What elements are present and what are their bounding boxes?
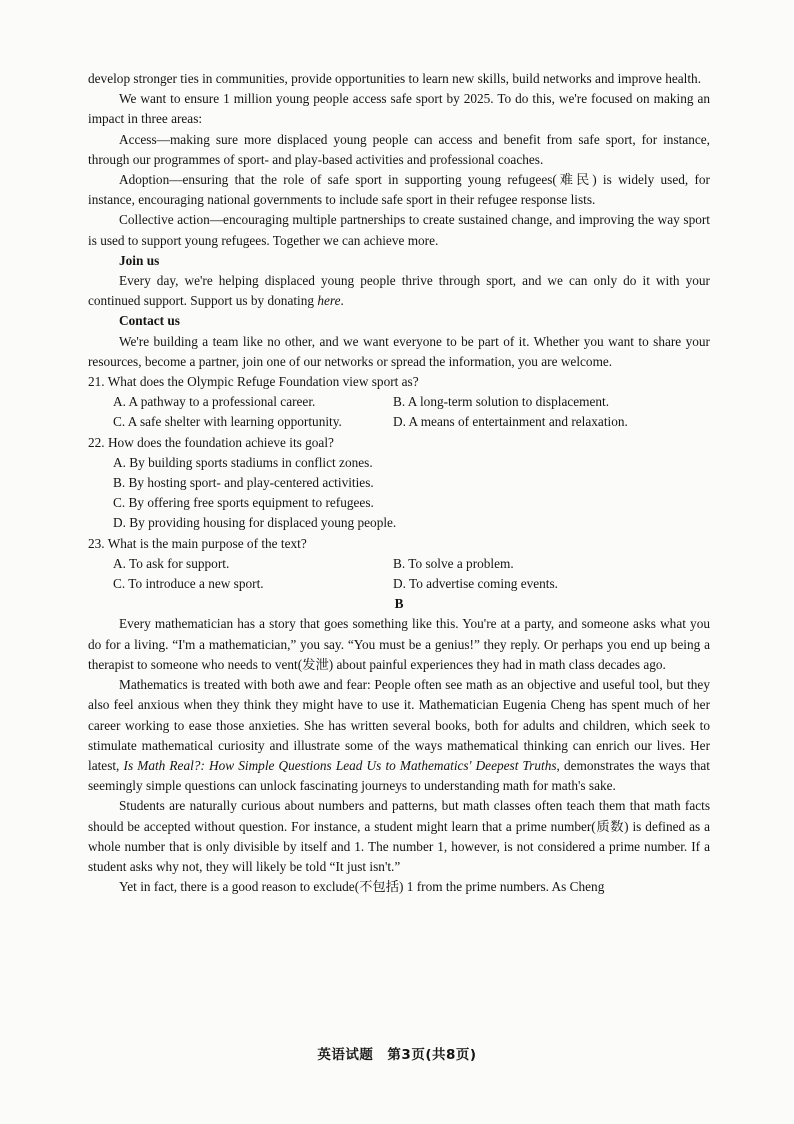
passage-b-paragraph-2-end: , demonstrates the ways that seemingly simple questions can unlock fascinating journeys to understanding math for math's sake. [88,757,711,794]
page-footer: 英语试题 第3页(共8页) [317,1047,477,1063]
section-b-heading: B [394,596,404,612]
donate-here-link[interactable]: here [317,293,341,309]
passage-b-paragraph-2 [88,675,710,796]
question-21-options [88,392,710,432]
question-23-option-a: A. To ask for support. [113,555,230,571]
passage-b-paragraph-4: Yet in fact, there is a good reason to exclude(不包括) 1 from the prime numbers. As Cheng [119,879,605,895]
question-23-options [88,554,710,594]
question-21-option-d: D. A means of entertainment and relaxation. [393,414,628,430]
question-22-option-d: D. By providing housing for displaced young people. [113,515,397,531]
contact-us-heading: Contact us [119,313,180,329]
join-us-end: . [340,293,344,309]
question-23-option-c: C. To introduce a new sport. [113,576,264,592]
question-21-option-a: A. A pathway to a professional career. [113,394,316,410]
question-21-stem: 21. What does the Olympic Refuge Foundation view sport as? [88,374,419,390]
join-us-heading: Join us [119,252,160,268]
question-21-option-b: B. A long-term solution to displacement. [393,394,610,410]
question-22-options [88,453,710,534]
question-21-option-c: C. A safe shelter with learning opportunity. [113,414,342,430]
question-22-option-b: B. By hosting sport- and play-centered activities. [113,475,374,491]
question-23-stem: 23. What is the main purpose of the text? [88,535,307,551]
passage-b-paragraph-1: Every mathematician has a story that goes something like this. You're at a party, and someone asks what you do for a living. “I'm a mathematician,” you say. “You must be a genius!” they reply. Or perhaps you end up being a therapist to someone who needs to vent(发泄) about painful experiences they had in math class decades ago. [88,616,710,672]
contact-us-paragraph: We're building a team like no other, and we want everyone to be part of it. Whether you want to share your resources, become a partner, join one of our networks or spread the information, you are welcome. [88,333,710,369]
question-22-option-c: C. By offering free sports equipment to refugees. [113,495,374,511]
question-23-option-d: D. To advertise coming events. [393,576,558,592]
passage-a-collective-action-paragraph: Collective action—encouraging multiple partnerships to create sustained change, and improving the way sport is used to support young refugees. Together we can achieve more. [88,212,710,248]
join-us-paragraph [88,271,710,311]
passage-b-paragraph-3: Students are naturally curious about numbers and patterns, but math classes often teach them that math facts should be accepted without question. For instance, a student might learn that a prime number(质数) is defined as a whole number that is only divisible by itself and 1. The number 1, however, is not considered a prime number. If a student asks why not, they will likely be told “It just isn't.” [88,798,710,874]
passage-a-paragraph-2: We want to ensure 1 million young people access safe sport by 2025. To do this, we're focused on making an impact in three areas: [88,91,710,127]
passage-a-paragraph-1: develop stronger ties in communities, provide opportunities to learn new skills, build networks and improve health. [88,71,702,86]
passage-a-access-paragraph: Access—making sure more displaced young people can access and benefit from safe sport, for instance, through our programmes of sport- and play-based activities and professional coaches. [88,131,710,167]
question-22-option-a: A. By building sports stadiums in conflict zones. [113,454,373,470]
question-22-stem: 22. How does the foundation achieve its goal? [88,434,334,450]
passage-b-paragraph-2-start: Mathematics is treated with both awe and fear: People often see math as an objective and useful tool, but they also feel anxious when they think they might have to use it. Mathematician Eugenia Cheng has spent much of her career working to ease those anxieties. She has written several books, both for adults and children, which seek to stimulate mathematical curiosity and illustrate some of the ways mathematical thinking can enrich our lives. Her latest, [88,677,710,773]
passage-a-adoption-paragraph: Adoption—ensuring that the role of safe sport in supporting young refugees(难民) is widely used, for instance, encouraging national governments to include safe sport in their refugee response lists. [88,172,710,208]
join-us-text: Every day, we're helping displaced young people thrive through sport, and we can only do it with your continued support. Support us by donating [88,273,710,309]
book-title: Is Math Real?: How Simple Questions Lead Us to Mathematics' Deepest Truths [123,757,557,773]
exam-page-body [88,69,710,897]
question-23-option-b: B. To solve a problem. [393,555,514,571]
